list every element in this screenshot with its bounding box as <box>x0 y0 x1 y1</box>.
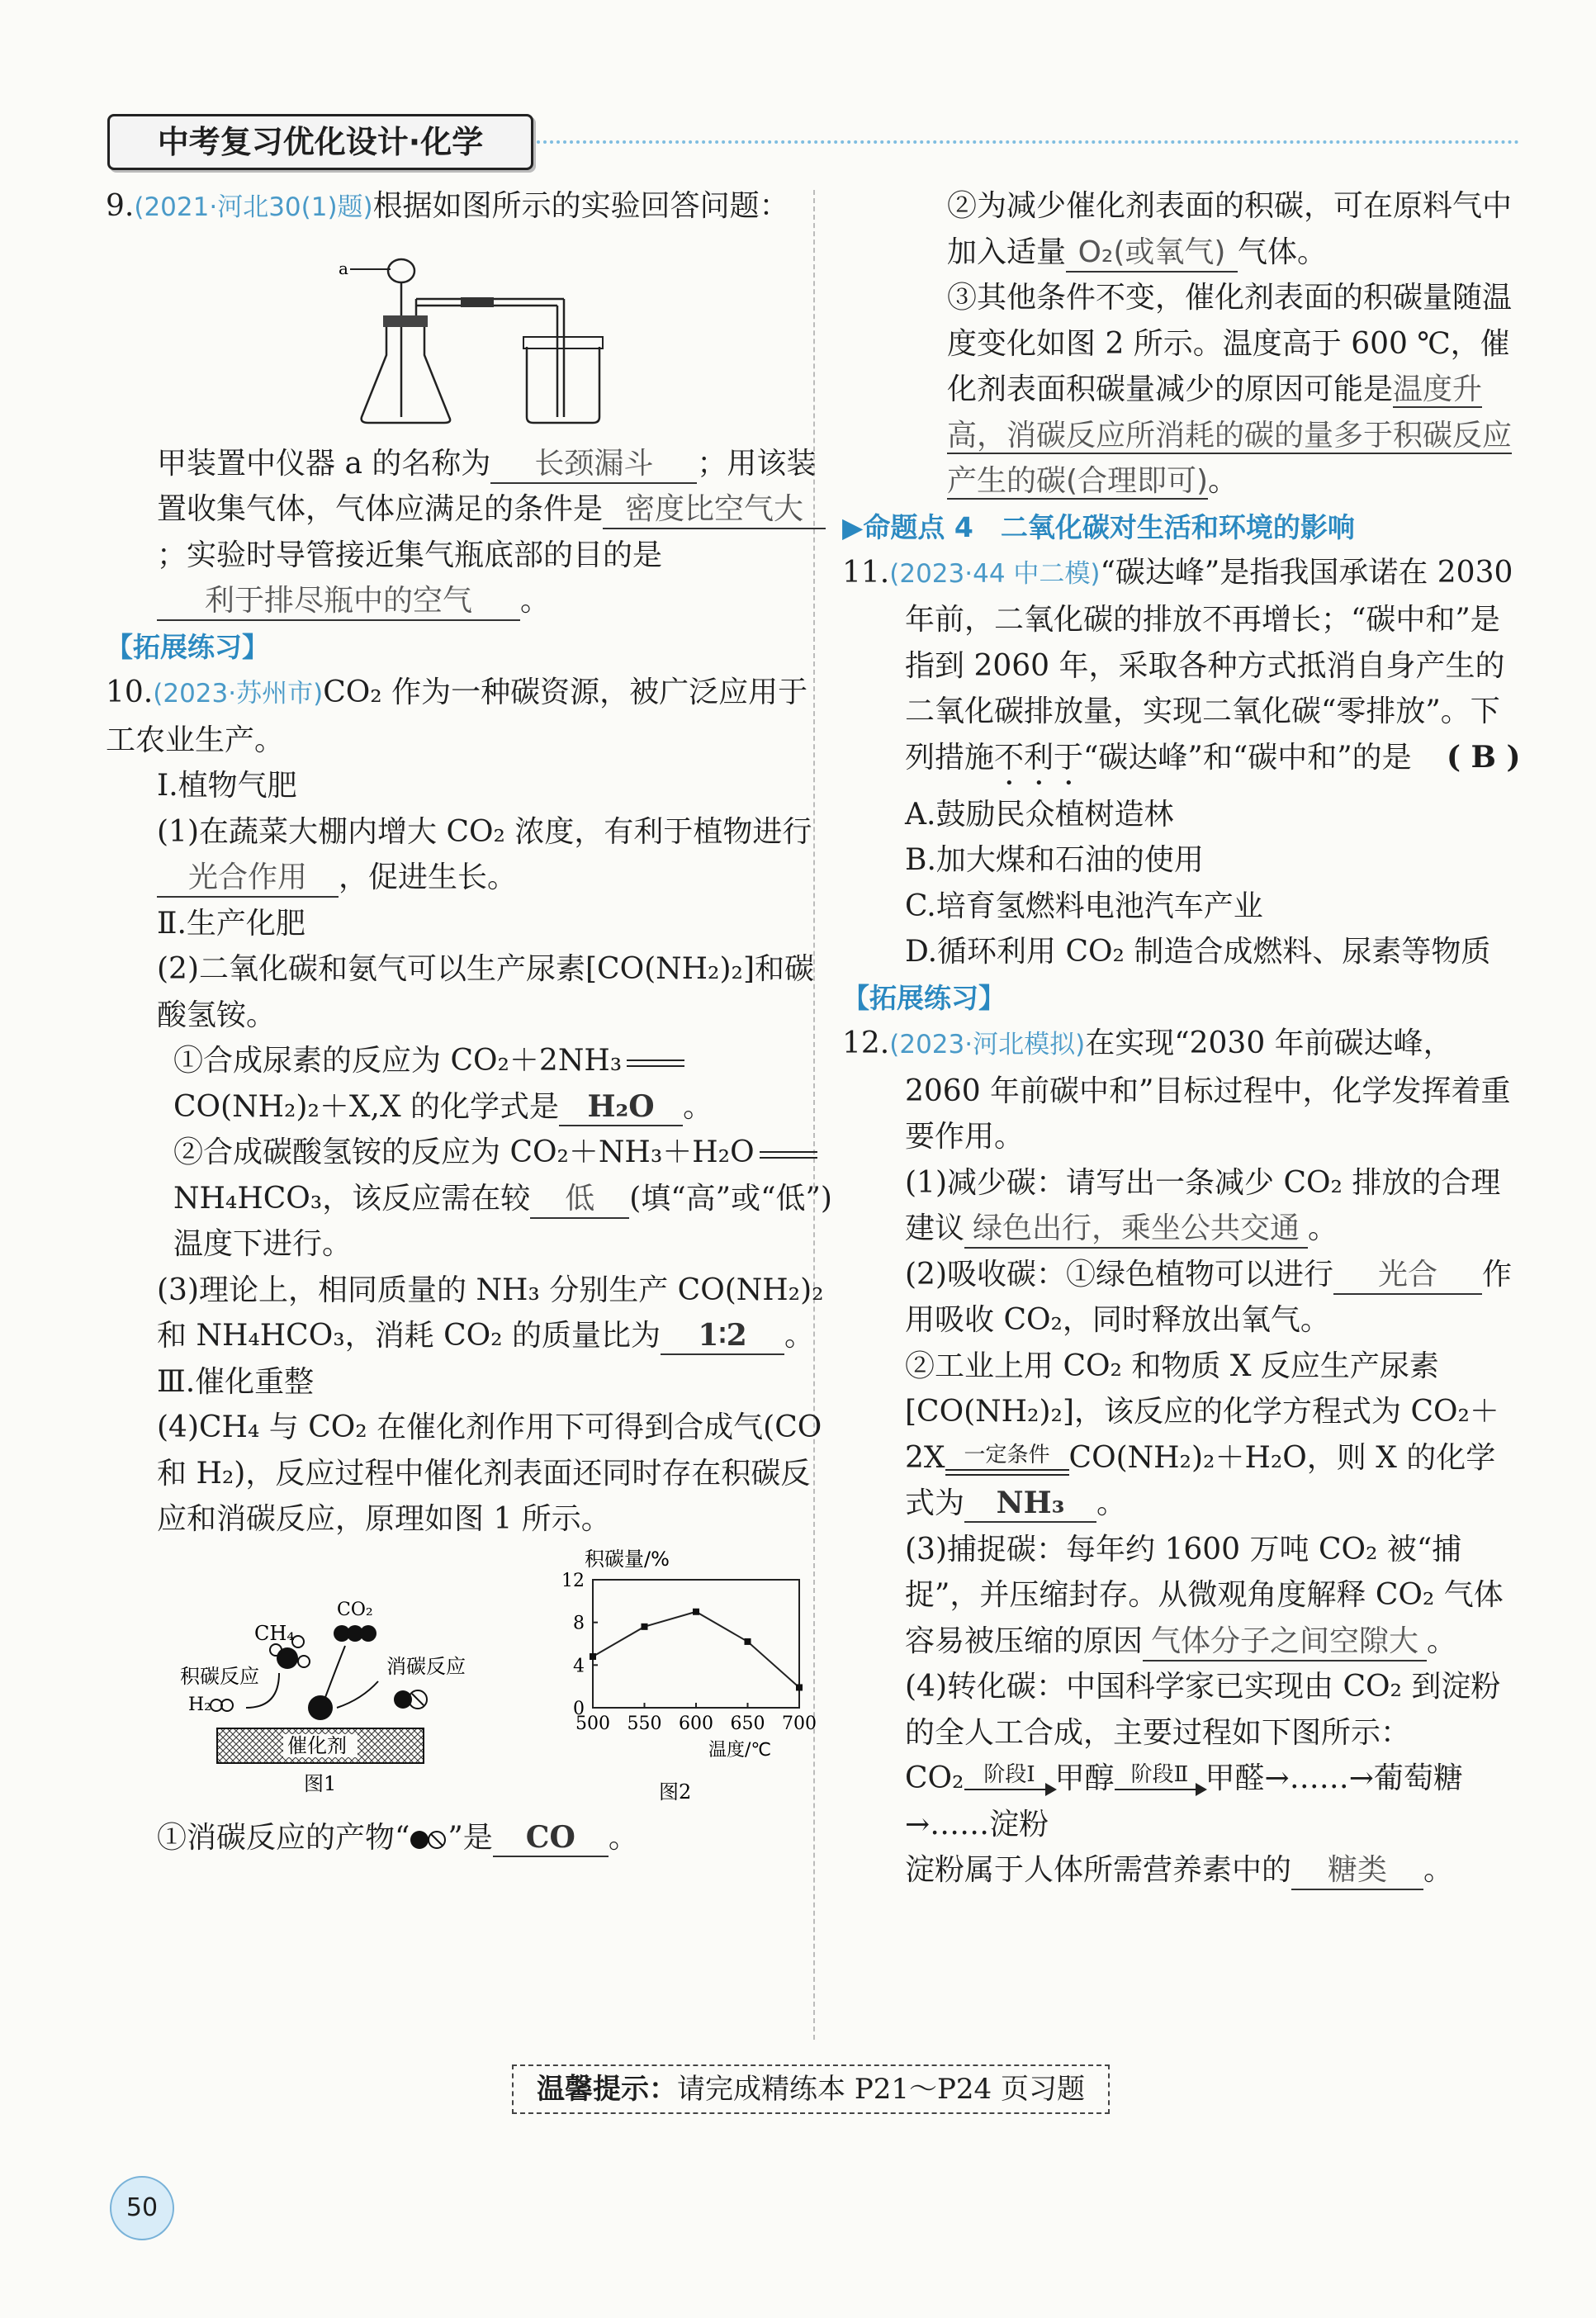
q12-part-3: (3)捕捉碳：每年约 1600 万吨 CO₂ 被“捕捉”，并压缩封存。从微观角度解释 CO₂ 气体容易被压缩的原因 气体分子之间空隙大 。 <box>842 1527 1523 1665</box>
page-number: 50 <box>110 2176 174 2240</box>
q10-answer-4: 1∶2 <box>661 1317 784 1355</box>
figure-1-mechanism <box>180 1576 466 1799</box>
chart-point <box>796 1684 803 1690</box>
co-molecule-icon <box>410 1830 448 1850</box>
q11-stem: 11.(2023·44 中二模)“碳达峰”是指我国承诺在 2030 年前，二氧化碳的排放不再增长；“碳中和”是指到 2060 年，采取各种方式抵消自身产生的二氧化碳排放量，实现二氧化碳“零排放”。下列措施不利于“碳达峰”和“碳中和”的是 ( B ) <box>842 550 1523 792</box>
q10-part-4-3: ③其他条件不变，催化剂表面的积碳量随温度变化如图 2 所示。温度高于 600 ℃，催化剂表面积碳量减少的原因可能是温度升高，消碳反应所消耗的碳的量多于积碳反应产生的碳(合理即可)。 <box>947 281 1513 498</box>
fig1-co2-label: CO₂ <box>337 1599 373 1620</box>
funnel-label-a: a <box>339 258 348 278</box>
q9-answer-3: 利于排尽瓶中的空气 <box>157 583 520 621</box>
chart-plot-frame <box>593 1580 799 1708</box>
fig1-catalyst-label: 催化剂 <box>287 1733 347 1757</box>
q12-answer-5: 糖类 <box>1291 1852 1423 1890</box>
q10-part-4-2: ②为减少催化剂表面的积碳，可在原料气中加入适量 O₂(或氧气) 气体。 <box>842 183 1523 275</box>
q12-flow-diagram: CO₂ 阶段Ⅰ 甲醇 阶段Ⅱ 甲醛→……→葡萄糖→……淀粉 <box>905 1761 1463 1842</box>
chart-series-line <box>593 1611 799 1687</box>
q12-answer-1: 绿色出行，乘坐公共交通 <box>964 1211 1308 1249</box>
q11-option-c: C.培育氢燃料电池汽车产业 <box>905 889 1263 923</box>
figure-2-chart <box>519 1543 832 1807</box>
q9-answer-1: 长颈漏斗 <box>490 446 697 484</box>
extension-practice-label-2: 【拓展练习】 <box>842 981 1006 1014</box>
q9-answer-2: 密度比空气大 <box>603 491 826 529</box>
header-dotted-rule <box>537 140 1519 144</box>
q10-answer-3: 低 <box>530 1181 629 1219</box>
q10-part-4: (4)CH₄ 与 CO₂ 在催化剂作用下可得到合成气(CO 和 H₂)，反应过程中催化剂表面还同时存在积碳反应和消碳反应，原理如图 1 所示。 <box>157 1410 822 1536</box>
q9-stem: 9.(2021·河北30(1)题)根据如图所示的实验回答问题： <box>106 189 789 223</box>
reaction-condition: 一定条件 <box>945 1444 1069 1476</box>
reminder-label: 温馨提示： <box>537 2073 678 2106</box>
q10-part-1: (1)在蔬菜大棚内增大 CO₂ 浓度，有利于植物进行光合作用 ，促进生长。 <box>106 809 832 901</box>
book-title: 中考复习优化设计·化学 <box>157 124 484 160</box>
equals-sign <box>760 1151 817 1159</box>
q11-option-a: A.鼓励民众植树造林 <box>905 797 1174 832</box>
q12-answer-3: NH₃ <box>964 1485 1096 1523</box>
chart-xtick-label: 600 <box>679 1713 713 1734</box>
fig1-h2-label: H₂ <box>188 1694 212 1715</box>
equals-sign <box>627 1059 684 1067</box>
chart-point <box>745 1638 751 1644</box>
book-title-box <box>107 114 533 170</box>
fig1-carbon-deposition-label: 积碳反应 <box>180 1664 259 1688</box>
chart-xtick-label: 700 <box>782 1713 817 1734</box>
q10-part-2-2: ②合成碳酸氢铵的反应为 CO₂＋NH₃＋H₂ONH₄HCO₃，该反应需在较 低 (填“高”或“低”)温度下进行。 <box>173 1135 832 1261</box>
q12-stem: 12.(2023·河北模拟)在实现“2030 年前碳达峰，2060 年前碳中和”目标过程中，化学发挥着重要作用。 <box>842 1026 1511 1154</box>
q9-apparatus-figure <box>106 231 832 438</box>
extension-practice-label-1: 【拓展练习】 <box>106 630 269 663</box>
chart-ytick-label: 12 <box>561 1570 585 1591</box>
chart-ytick-label: 0 <box>573 1698 585 1719</box>
q10-heading-3: Ⅲ.催化重整 <box>157 1364 315 1399</box>
q9-body: 甲装置中仪器 a 的名称为 长颈漏斗 ；用该装置收集气体，气体应满足的条件是 密度比空气大；实验时导管接近集气瓶底部的目的是利于排尽瓶中的空气 。 <box>106 441 832 624</box>
reminder-box <box>512 2064 1110 2114</box>
reminder-text: 请完成精练本 P21～P24 页习题 <box>677 2073 1085 2106</box>
fig1-carbon-atom <box>308 1695 333 1720</box>
chart-xtick-label: 550 <box>627 1713 662 1734</box>
chart-ytick-label: 8 <box>573 1613 585 1634</box>
q10-part-4-1: ①消碳反应的产物“ ”是 CO 。 <box>106 1815 832 1861</box>
q11-answer: ( B ) <box>1446 739 1521 775</box>
q12-answer-2: 光合 <box>1333 1257 1482 1295</box>
q12-part-4: (4)转化碳：中国科学家已实现由 CO₂ 到淀粉的全人工合成，主要过程如下图所示： <box>905 1670 1501 1750</box>
q12-answer-4: 气体分子之间空隙大 <box>1143 1624 1427 1661</box>
chart-caption: 图2 <box>659 1780 692 1804</box>
q10-stem: 10.(2023·苏州市)CO₂ 作为一种碳资源，被广泛应用于工农业生产。 <box>106 675 808 757</box>
q11-option-d: D.循环利用 CO₂ 制造合成燃料、尿素等物质 <box>905 935 1491 969</box>
chart-point <box>590 1653 596 1660</box>
q12-part-4-question: 淀粉属于人体所需营养素中的 糖类 。 <box>842 1847 1523 1894</box>
q10-part-3: (3)理论上，相同质量的 NH₃ 分别生产 CO(NH₂)₂和 NH₄HCO₃，消耗 CO₂ 的质量比为 1∶2 。 <box>106 1268 832 1359</box>
arrow-stage-1: 阶段Ⅰ <box>964 1762 1055 1802</box>
q10-answer-2: H₂O <box>559 1088 683 1126</box>
q10-figures <box>106 1543 832 1815</box>
q11-option-b: B.加大煤和石油的使用 <box>905 843 1204 877</box>
topic-4-heading: ▶命题点 4 二氧化碳对生活和环境的影响 <box>842 510 1355 543</box>
chart-ylabel: 积碳量/% <box>585 1547 670 1571</box>
chart-ytick-label: 4 <box>573 1655 585 1676</box>
q10-heading-1: Ⅰ.植物气肥 <box>157 769 297 803</box>
right-column <box>842 183 1523 1894</box>
q10-answer-7: 温度升高，消碳反应所消耗的碳的量多于积碳反应产生的碳(合理即可) <box>947 372 1513 498</box>
q10-part-2: (2)二氧化碳和氨气可以生产尿素[CO(NH₂)₂]和碳酸氢铵。 <box>157 952 814 1032</box>
flask-stopper <box>383 315 428 327</box>
fig1-caption: 图1 <box>304 1771 337 1795</box>
chart-point <box>693 1608 699 1614</box>
q12-part-1: (1)减少碳：请写出一条减少 CO₂ 排放的合理建议 绿色出行，乘坐公共交通 。 <box>842 1160 1523 1252</box>
fig1-ch4-label: CH₄ <box>254 1621 295 1645</box>
chart-point <box>642 1623 648 1629</box>
chart-xtick-label: 650 <box>730 1713 765 1734</box>
chart-xtick-label: 500 <box>575 1713 610 1734</box>
q10-part-2-1: ①合成尿素的反应为 CO₂＋2NH₃CO(NH₂)₂＋X,X 的化学式是 H₂O 。 <box>106 1038 832 1130</box>
q12-part-2-equation: ②工业上用 CO₂ 和物质 X 反应生产尿素[CO(NH₂)₂]，该反应的化学方程式为 CO₂＋2X 一定条件 CO(NH₂)₂＋H₂O，则 X 的化学式为 NH₃ 。 <box>842 1344 1523 1527</box>
fig1-carbon-removal-label: 消碳反应 <box>386 1654 466 1678</box>
q10-answer-6: O₂(或氧气) <box>1066 235 1238 273</box>
q10-answer-5: CO <box>493 1819 609 1857</box>
arrow-stage-2: 阶段Ⅱ <box>1115 1762 1205 1802</box>
left-column <box>106 183 832 1861</box>
q12-part-2: (2)吸收碳：①绿色植物可以进行 光合 作用吸收 CO₂，同时释放出氧气。 <box>905 1257 1513 1337</box>
q10-heading-2: Ⅱ.生产化肥 <box>157 906 305 941</box>
q10-answer-1: 光合作用 <box>157 860 339 898</box>
conical-flask <box>362 322 450 423</box>
funnel-bulb <box>388 259 414 282</box>
chart-xlabel: 温度/℃ <box>708 1739 772 1761</box>
